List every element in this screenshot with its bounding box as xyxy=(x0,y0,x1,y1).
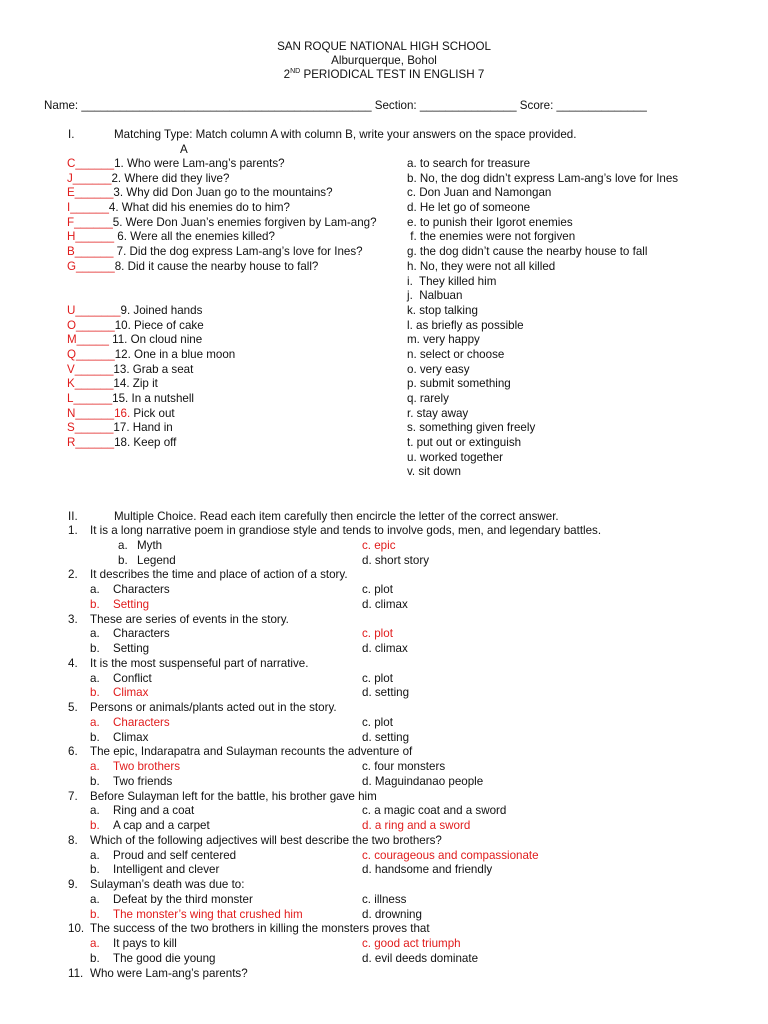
matching-row xyxy=(0,407,768,422)
question-text: The success of the two brothers in killing the monsters proves that xyxy=(90,922,430,936)
name-section-score-line: Name: _____________________________________________ Section: _______________ Score: ______________ xyxy=(44,99,647,112)
matching-left xyxy=(67,304,202,319)
option-row xyxy=(0,642,768,657)
option-row xyxy=(0,583,768,598)
option-a: Conflict xyxy=(113,671,152,685)
answer-letter: L xyxy=(67,392,74,405)
matching-choice: f. the enemies were not forgiven xyxy=(407,230,576,244)
option-b: Setting xyxy=(113,642,150,655)
option-row xyxy=(0,863,768,878)
option-letter-a: a. xyxy=(90,715,100,729)
option-letter-b: b. xyxy=(90,597,100,611)
answer-blank: _______ xyxy=(75,303,121,317)
matching-item-text: 9. Joined hands xyxy=(120,303,203,317)
question-number: 1. xyxy=(68,524,78,537)
answer-letter: O xyxy=(67,318,77,332)
answer-blank: ______ xyxy=(74,245,114,259)
matching-item-number: 16. xyxy=(114,406,131,420)
matching-row xyxy=(0,436,768,451)
option-c: c. plot xyxy=(362,583,393,596)
question-text: These are series of events in the story. xyxy=(90,612,289,626)
answer-blank: ______ xyxy=(76,318,115,332)
matching-choice: i. They killed him xyxy=(407,274,497,288)
option-d: d. evil deeds dominate xyxy=(362,951,479,965)
option-row xyxy=(0,849,768,864)
matching-row xyxy=(0,157,768,172)
matching-left xyxy=(67,186,333,201)
answer-letter: N xyxy=(67,406,76,420)
answer-blank: ______ xyxy=(74,377,114,391)
option-row xyxy=(0,775,768,790)
question-text: It describes the time and place of action of a story. xyxy=(90,568,348,582)
option-c: c. plot xyxy=(362,715,393,729)
answer-letter: R xyxy=(67,436,76,450)
question-row xyxy=(0,878,768,893)
matching-left xyxy=(67,377,158,392)
matching-item-text: 5. Were Don Juan’s enemies forgiven by Lam-ang? xyxy=(112,215,377,229)
option-a: Characters xyxy=(113,627,170,641)
option-row xyxy=(0,731,768,746)
option-letter-a: a. xyxy=(90,627,100,641)
matching-choice: r. stay away xyxy=(407,406,469,420)
matching-row xyxy=(0,319,768,334)
option-a: Two brothers xyxy=(113,760,181,773)
option-a: Characters xyxy=(113,583,170,596)
column-a-label: A xyxy=(180,143,188,156)
question-text: Persons or animals/plants acted out in the story. xyxy=(90,701,337,714)
answer-blank: ______ xyxy=(73,392,113,405)
option-letter-b: b. xyxy=(118,553,128,567)
matching-item-text: 11. On cloud nine xyxy=(108,333,203,347)
option-d: d. short story xyxy=(362,553,430,567)
option-row xyxy=(0,672,768,687)
option-row xyxy=(0,716,768,731)
answer-letter: U xyxy=(67,303,76,317)
answer-letter: G xyxy=(67,259,77,273)
matching-choice: b. No, the dog didn’t express Lam-ang’s love for Ines xyxy=(407,171,679,185)
school-name: SAN ROQUE NATIONAL HIGH SCHOOL xyxy=(277,40,491,53)
option-c: c. good act triumph xyxy=(362,937,461,950)
matching-choice: u. worked together xyxy=(407,450,504,464)
matching-item-text: 4. What did his enemies do to him? xyxy=(108,201,291,215)
matching-left xyxy=(67,421,173,436)
option-c: c. plot xyxy=(362,627,393,641)
option-row xyxy=(0,893,768,908)
matching-item-text: 18. Keep off xyxy=(114,436,177,450)
section-2-instruction: Multiple Choice. Read each item carefully then encircle the letter of the correct answer. xyxy=(114,510,559,523)
option-row xyxy=(0,598,768,613)
matching-item-text: Pick out xyxy=(130,406,175,420)
option-d: d. setting xyxy=(362,686,410,700)
answer-blank: _____ xyxy=(76,333,109,347)
matching-choice: v. sit down xyxy=(407,465,461,479)
matching-row xyxy=(0,333,768,348)
option-row xyxy=(0,627,768,642)
matching-left xyxy=(67,230,275,245)
question-row xyxy=(0,701,768,716)
answer-letter: E xyxy=(67,186,75,200)
option-letter-b: b. xyxy=(90,730,100,744)
option-letter-b: b. xyxy=(90,774,100,788)
option-row xyxy=(0,937,768,952)
option-d: d. Maguindanao people xyxy=(362,774,484,788)
option-letter-b: b. xyxy=(90,863,100,877)
matching-choice: c. Don Juan and Namongan xyxy=(407,186,552,200)
option-c: c. four monsters xyxy=(362,760,446,773)
matching-left xyxy=(67,407,175,422)
question-row xyxy=(0,967,768,982)
answer-blank: ______ xyxy=(74,186,114,200)
matching-item-text: 14. Zip it xyxy=(113,377,158,391)
matching-row xyxy=(0,363,768,378)
question-number: 3. xyxy=(68,612,78,626)
test-number: 2 xyxy=(283,68,291,81)
matching-row xyxy=(0,421,768,436)
matching-row xyxy=(0,289,768,304)
question-number: 7. xyxy=(68,789,78,803)
question-text: It is the most suspenseful part of narrative. xyxy=(90,656,309,670)
question-number: 11. xyxy=(68,966,84,980)
option-row xyxy=(0,686,768,701)
matching-left xyxy=(67,436,176,451)
matching-row xyxy=(0,260,768,275)
option-letter-a: a. xyxy=(90,671,100,685)
question-number: 6. xyxy=(68,745,78,759)
answer-blank: ______ xyxy=(74,421,114,435)
answer-blank: ______ xyxy=(75,406,115,420)
option-a: Defeat by the third monster xyxy=(113,892,253,906)
matching-row xyxy=(0,348,768,363)
matching-choice: a. to search for treasure xyxy=(407,157,531,170)
question-number: 8. xyxy=(68,833,78,847)
matching-choice: p. submit something xyxy=(407,377,511,391)
answer-blank: ______ xyxy=(72,171,112,185)
matching-left xyxy=(67,157,285,172)
matching-item-text: 1. Who were Lam-ang’s parents? xyxy=(114,157,285,170)
question-row xyxy=(0,657,768,672)
option-d: d. setting xyxy=(362,730,410,744)
matching-item-text: 17. Hand in xyxy=(113,421,173,435)
option-b: Climax xyxy=(113,730,149,744)
option-b: Intelligent and clever xyxy=(113,863,220,877)
matching-item-text: 12. One in a blue moon xyxy=(114,347,236,361)
option-b: Setting xyxy=(113,597,150,611)
matching-row xyxy=(0,465,768,480)
matching-row xyxy=(0,172,768,187)
matching-row xyxy=(0,275,768,290)
option-letter-a: a. xyxy=(90,892,100,906)
question-text: Who were Lam-ang’s parents? xyxy=(90,966,248,980)
question-text: The epic, Indarapatra and Sulayman recounts the adventure of xyxy=(90,745,413,759)
matching-left xyxy=(67,172,229,187)
answer-letter: C xyxy=(67,157,76,170)
matching-choice: q. rarely xyxy=(407,392,449,405)
answer-letter: F xyxy=(67,215,75,229)
matching-left xyxy=(67,245,363,260)
option-letter-a: a. xyxy=(90,760,100,773)
answer-blank: ______ xyxy=(75,436,115,450)
option-a: Proud and self centered xyxy=(113,848,237,862)
section-1-number: I. xyxy=(68,128,75,141)
question-row xyxy=(0,790,768,805)
matching-choice: m. very happy xyxy=(407,333,480,347)
matching-choice: k. stop talking xyxy=(407,303,478,317)
answer-blank: ______ xyxy=(74,215,113,229)
matching-row xyxy=(0,201,768,216)
answer-blank: ______ xyxy=(75,157,115,170)
matching-left xyxy=(67,348,235,363)
answer-blank: ______ xyxy=(74,362,114,376)
option-letter-a: a. xyxy=(90,583,100,596)
matching-row xyxy=(0,451,768,466)
matching-left xyxy=(67,260,318,275)
matching-choice: s. something given freely xyxy=(407,421,536,435)
matching-table xyxy=(0,157,768,480)
answer-blank: ______ xyxy=(70,201,109,215)
section-2-number: II. xyxy=(68,510,78,523)
option-letter-a: a. xyxy=(90,937,100,950)
option-d: d. handsome and friendly xyxy=(362,863,493,877)
option-letter-b: b. xyxy=(90,819,100,832)
matching-item-text: 15. In a nutshell xyxy=(112,392,194,405)
question-text: It is a long narrative poem in grandiose style and tends to involve gods, men, and legendary battles. xyxy=(90,524,602,537)
option-b: The monster’s wing that crushed him xyxy=(113,907,303,921)
matching-choice: j. Nalbuan xyxy=(407,289,463,303)
matching-left xyxy=(67,392,194,407)
option-d: d. climax xyxy=(362,642,408,655)
answer-letter: J xyxy=(67,171,73,185)
matching-row xyxy=(0,392,768,407)
question-text: Sulayman’s death was due to: xyxy=(90,878,245,891)
question-number: 2. xyxy=(68,568,78,582)
option-c: c. a magic coat and a sword xyxy=(362,804,507,818)
test-number-suffix: ND xyxy=(290,68,301,76)
option-a: Myth xyxy=(137,538,163,552)
section-2-heading xyxy=(68,510,559,525)
matching-item-text: 3. Why did Don Juan go to the mountains? xyxy=(113,186,333,200)
answer-letter: Q xyxy=(67,347,77,361)
option-letter-a: a. xyxy=(90,848,100,862)
option-a: Ring and a coat xyxy=(113,804,195,818)
matching-item-text: 7. Did the dog express Lam-ang’s love for Ines? xyxy=(113,245,363,259)
answer-letter: K xyxy=(67,377,75,391)
option-c: c. courageous and compassionate xyxy=(362,848,539,862)
option-row xyxy=(0,908,768,923)
option-letter-a: a. xyxy=(90,804,100,818)
matching-row xyxy=(0,377,768,392)
option-letter-a: a. xyxy=(118,538,128,552)
matching-row xyxy=(0,186,768,201)
matching-left xyxy=(67,201,290,216)
answer-letter: I xyxy=(67,201,71,215)
option-row xyxy=(0,760,768,775)
option-letter-b: b. xyxy=(90,907,100,921)
answer-letter: S xyxy=(67,421,75,435)
matching-left xyxy=(67,363,193,378)
multiple-choice-list xyxy=(0,524,768,981)
option-c: c. illness xyxy=(362,892,407,906)
matching-left xyxy=(67,319,204,334)
option-row xyxy=(0,539,768,554)
matching-item-text: 13. Grab a seat xyxy=(113,362,194,376)
matching-choice: o. very easy xyxy=(407,362,470,376)
question-row xyxy=(0,568,768,583)
option-b: A cap and a carpet xyxy=(113,819,210,832)
question-text: Before Sulayman left for the battle, his brother gave him xyxy=(90,789,377,803)
option-c: c. plot xyxy=(362,671,393,685)
question-row xyxy=(0,613,768,628)
section-1-heading xyxy=(68,128,576,143)
question-text: Which of the following adjectives will best describe the two brothers? xyxy=(90,833,442,847)
matching-left xyxy=(67,333,202,348)
question-row xyxy=(0,745,768,760)
matching-item-text: 2. Where did they live? xyxy=(111,171,230,185)
option-b: The good die young xyxy=(113,951,216,965)
answer-letter: V xyxy=(67,362,75,376)
answer-letter: H xyxy=(67,230,76,244)
matching-left xyxy=(67,216,377,231)
question-row xyxy=(0,834,768,849)
option-d: d. climax xyxy=(362,597,408,611)
question-number: 4. xyxy=(68,656,78,670)
option-d: d. drowning xyxy=(362,907,422,921)
question-row xyxy=(0,922,768,937)
question-number: 10. xyxy=(68,922,85,936)
matching-choice: h. No, they were not all killed xyxy=(407,259,556,273)
matching-row xyxy=(0,304,768,319)
answer-blank: ______ xyxy=(75,230,115,244)
document-header xyxy=(0,40,768,82)
option-a: Characters xyxy=(113,715,170,729)
option-letter-b: b. xyxy=(90,642,100,655)
matching-choice: l. as briefly as possible xyxy=(407,318,524,332)
question-number: 5. xyxy=(68,701,78,714)
option-row xyxy=(0,952,768,967)
option-letter-b: b. xyxy=(90,686,100,700)
option-b: Climax xyxy=(113,686,149,700)
matching-choice: e. to punish their Igorot enemies xyxy=(407,215,573,229)
option-a: It pays to kill xyxy=(113,937,177,950)
matching-item-text: 8. Did it cause the nearby house to fall? xyxy=(114,259,319,273)
question-number: 9. xyxy=(68,878,78,891)
option-letter-b: b. xyxy=(90,951,100,965)
matching-row xyxy=(0,216,768,231)
matching-row xyxy=(0,245,768,260)
option-row xyxy=(0,804,768,819)
matching-choice: g. the dog didn’t cause the nearby house to fall xyxy=(407,245,648,259)
school-location: Alburquerque, Bohol xyxy=(331,54,437,67)
matching-choice: t. put out or extinguish xyxy=(407,436,522,450)
question-row xyxy=(0,524,768,539)
test-title xyxy=(0,68,768,82)
option-d: d. a ring and a sword xyxy=(362,819,471,832)
test-title-text: PERIODICAL TEST IN ENGLISH 7 xyxy=(300,68,485,81)
answer-blank: ______ xyxy=(76,347,115,361)
option-row xyxy=(0,554,768,569)
matching-choice: d. He let go of someone xyxy=(407,201,531,215)
matching-item-text: 6. Were all the enemies killed? xyxy=(114,230,275,244)
matching-choice: n. select or choose xyxy=(407,347,505,361)
answer-letter: B xyxy=(67,245,75,259)
matching-item-text: 10. Piece of cake xyxy=(114,318,204,332)
option-b: Legend xyxy=(137,553,176,567)
answer-blank: ______ xyxy=(76,259,115,273)
option-b: Two friends xyxy=(113,774,173,788)
option-c: c. epic xyxy=(362,538,396,552)
section-1-instruction: Matching Type: Match column A with column B, write your answers on the space provided. xyxy=(114,128,577,141)
option-row xyxy=(0,819,768,834)
answer-letter: M xyxy=(67,333,77,347)
matching-row xyxy=(0,230,768,245)
